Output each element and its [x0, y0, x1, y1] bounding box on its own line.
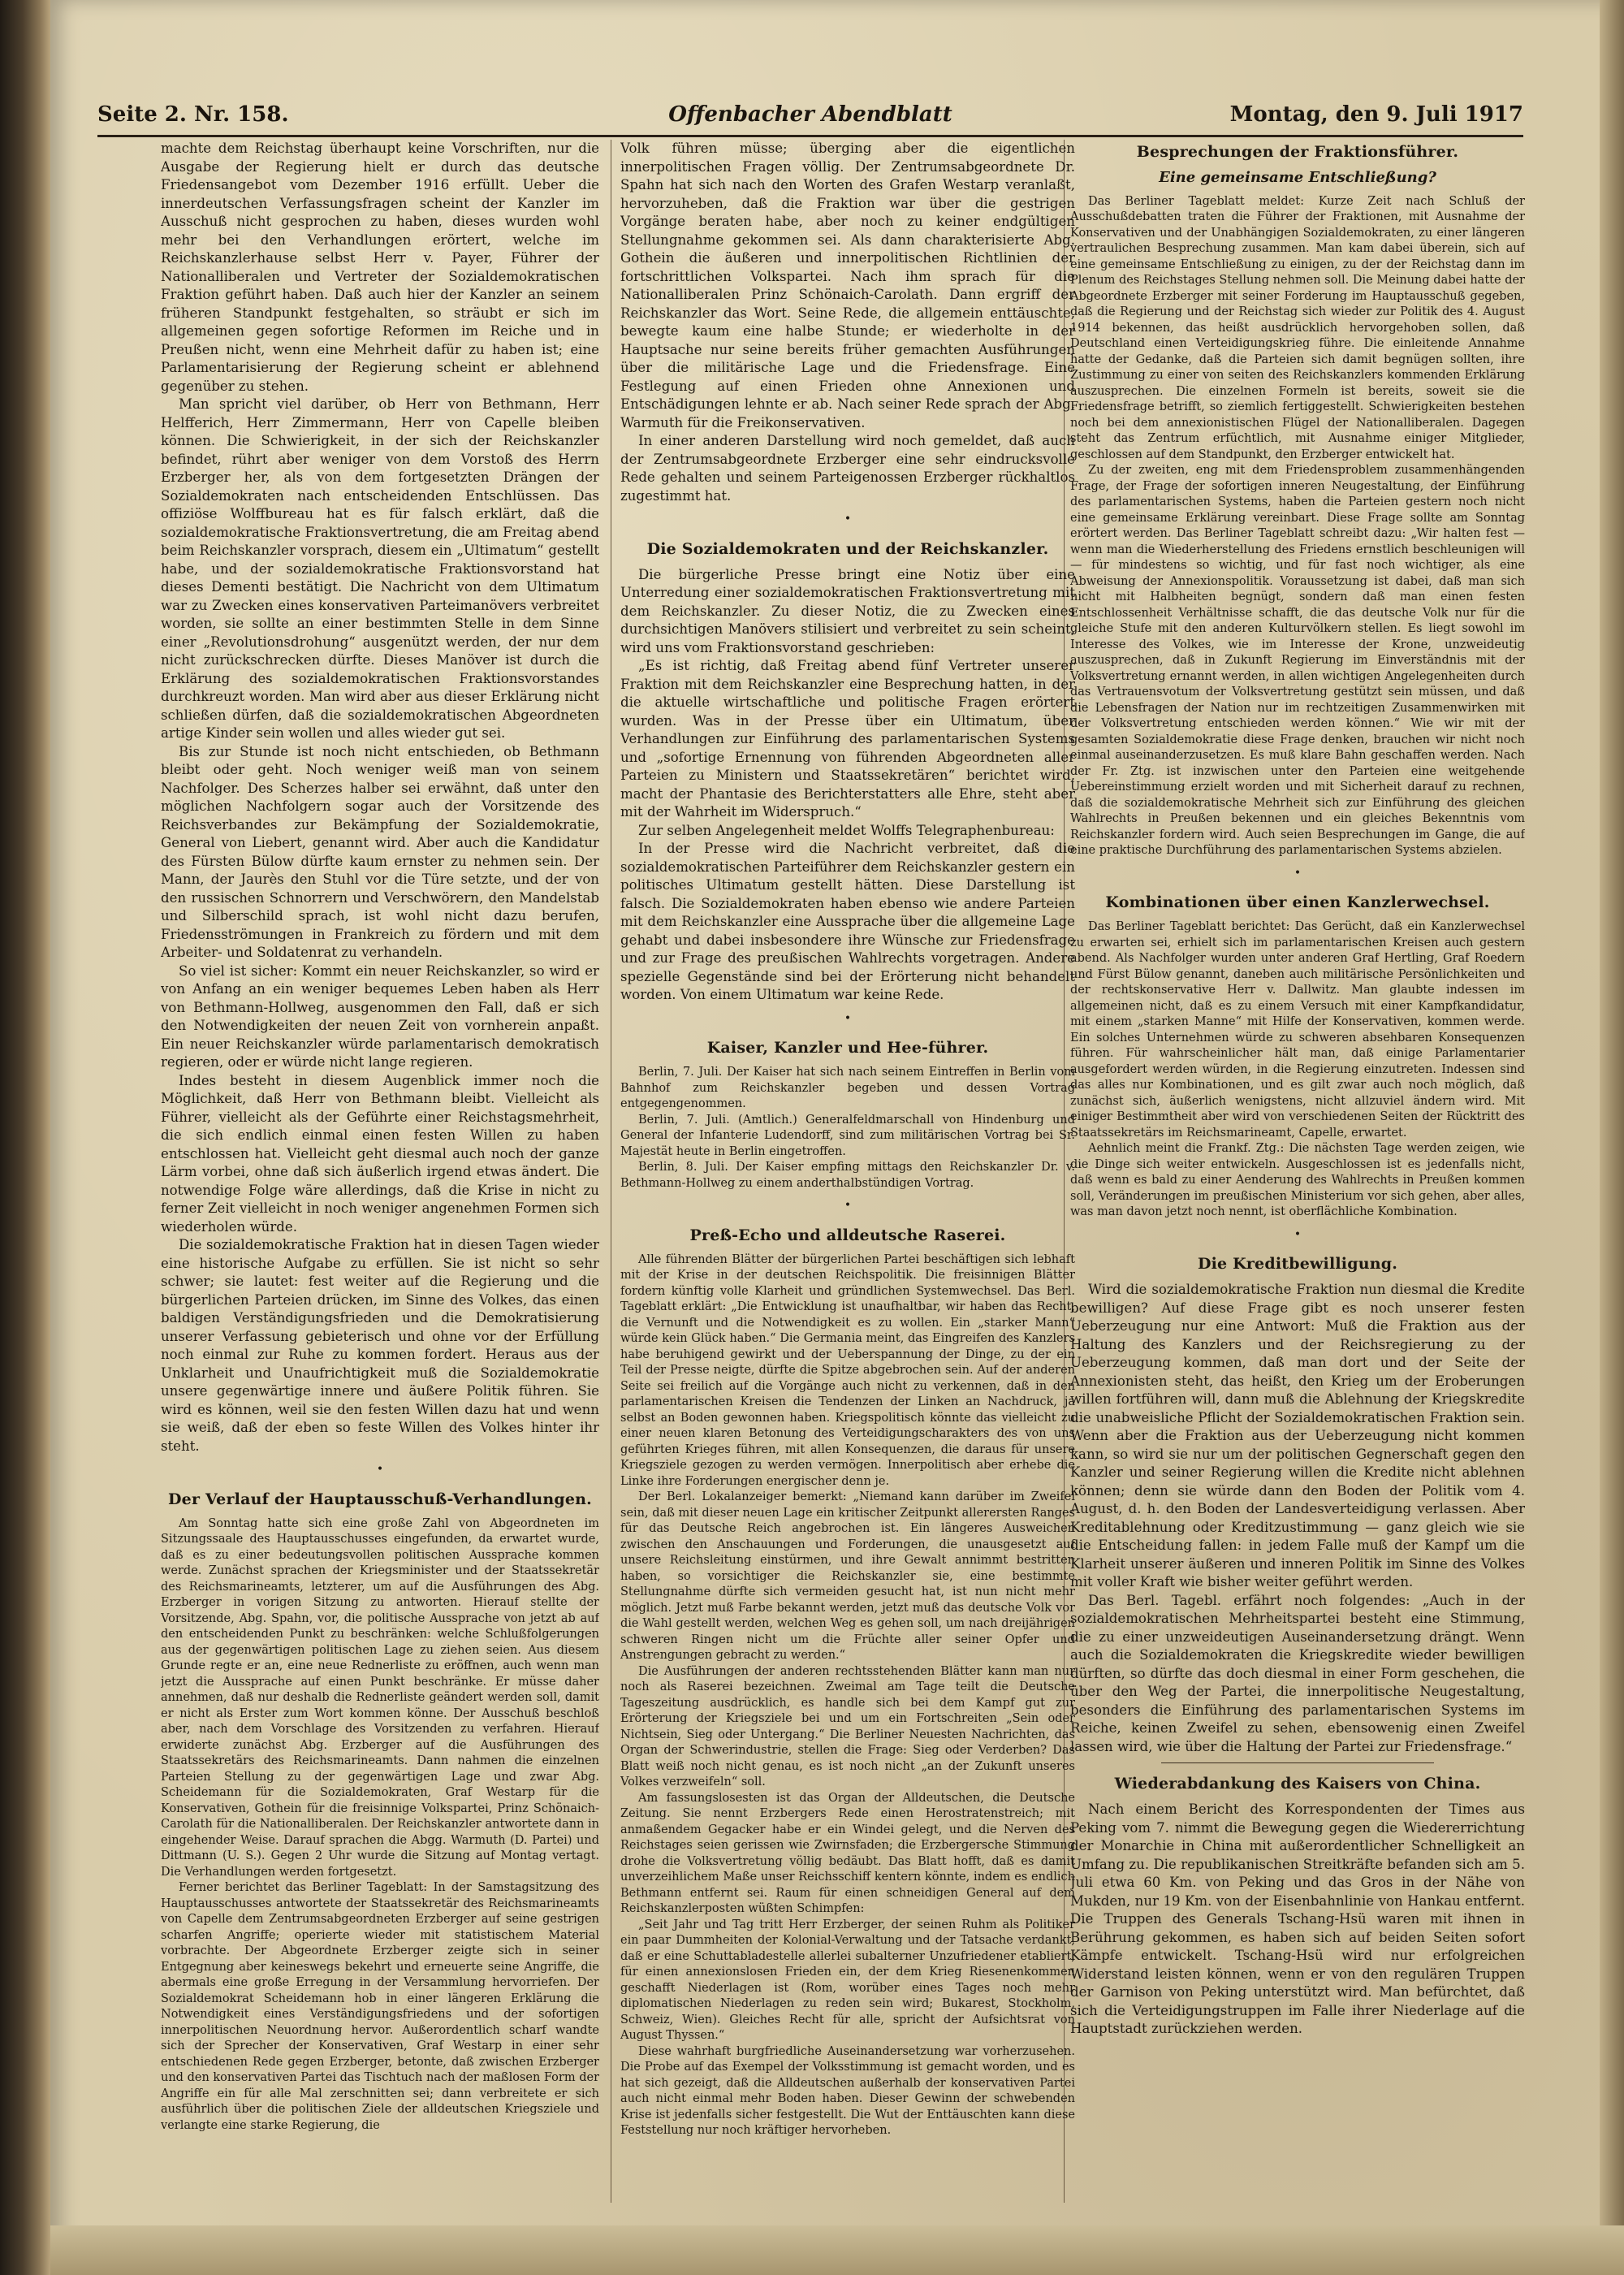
- article-paragraph: Berlin, 8. Juli. Der Kaiser empfing mittags den Reichskanzler Dr. v. Bethmann-Hollweg zu einem anderthalbstündigen Vortrag.: [620, 1161, 1075, 1190]
- article-paragraph: „Es ist richtig, daß Freitag abend fünf Vertreter unserer Fraktion mit dem Reichskanzler eine Besprechung hatten, in der die aktuelle wirtschaftliche und politische Fragen erörtert wurden. Was in der Presse über ein Ultimatum, über Verhandlungen zur Einführung des parlamentarischen Systems und „sofortige Ernennung von führenden Abgeordneten aller Parteien zu Ministern und Staatssekretären“ berichtet wird, macht der Phantasie des Berichterstatters alle Ehre, steht aber mit der Wahrheit im Widerspruch.“: [620, 658, 1075, 820]
- article-paragraph: Zu der zweiten, eng mit dem Friedensproblem zusammenhängenden Frage, der Frage der sofortigen inneren Neugestaltung, der Einführung des parlamentarischen Systems, haben die Parteien gestern noch nicht eine gemeinsame Erklärung vereinbart. Diese Frage sollte am Sonntag erörtert werden. Das Berliner Tageblatt schreibt dazu: „Wir halten fest — wenn man die Wiederherstellung des Friedens ernstlich beschleunigen will — für mindestens so wichtig, und für fast noch wichtiger, als eine Abweisung der Annexionspolitik. Voraussetzung ist dabei, daß man sich nicht mit Halbheiten begnügt, sondern daß man einen festen Entschlossenheit Verhältnisse schafft, die das deutsche Volk nur für die gleiche Stufe mit den anderen Kulturvölkern stellen. Es liegt sowohl im Interesse des Volkes, wie im Interesse der Krone, unzweideutig auszusprechen, daß in Zukunft Regierung im Einverständnis mit der Volksvertretung ernannt werden, in allen wichtigen Angelegenheiten durch das Vertrauensvotum der Volksvertretung gestützt sein müssen, und daß die Lebensfragen der Nation nur im rechtzeitigen Zusammenwirken mit der Volksvertretung entschieden werden können.“ Wie wir mit der gesamten Sozialdemokratie diese Frage denken, brauchen wir nicht noch einmal auseinanderzusetzen. Es muß klare Bahn geschaffen werden. Nach der Fr. Ztg. ist inzwischen unter den Parteien eine weitgehende Uebereinstimmung erzielt worden und mit Sicherheit darauf zu rechnen, daß die sozialdemokratische Mehrheit sich zur Einführung des gleichen Wahlrechts in Preußen bekennen und ein gleiches Bekenntnis vom Reichskanzler fordern wird. Auch seien Besprechungen im Gange, die auf eine praktische Durchführung des parlamentarischen Systems abzielen.: [1070, 464, 1525, 857]
- article-paragraph: So viel ist sicher: Kommt ein neuer Reichskanzler, so wird er von Anfang an ein weniger bequemes Leben haben als Herr von Bethmann-Hollweg, ausgenommen den Fall, daß er sich den Notwendigkeiten der neuen Zeit von vornherein anpaßt. Ein neuer Reichskanzler würde parlamentarisch demokratisch regieren, oder er würde nicht lange regieren.: [161, 962, 599, 1070]
- column-2: [620, 140, 1075, 2203]
- page-number: Seite 2. Nr. 158.: [97, 102, 289, 127]
- article-paragraph: Ferner berichtet das Berliner Tageblatt: In der Samstagsitzung des Hauptausschusses antwortete der Staatssekretär des Reichsmarineamts von Capelle dem Zentrumsabgeordneten Erzberger auf seine gestrigen scharfen Angriffe; operierte wieder mit statistischem Material vorbrachte. Der Abgeordnete Erzberger zeigte sich in seiner Entgegnung aber keineswegs bekehrt und erneuerte seine Angriffe, die abermals eine große Erregung in der Versammlung hervorriefen. Der Sozialdemokrat Scheidemann hob in einer längeren Erklärung die Notwendigkeit eines Verständigungsfriedens und der sofortigen innerpolitischen Neuordnung hervor. Außerordentlich scharf wandte sich der Sprecher der Konservativen, Graf Westarp in einer sehr entschiedenen Rede gegen Erzberger, betonte, daß zwischen Erzberger und den konservativen Partei das Tischtuch nach der maßlosen Form der Angriffe ein für alle Mal zerschnitten sei; dann verbreitete er sich ausführlich über die politischen Ziele der alldeutschen Kriegsziele und verlangte eine starke Regierung, die: [161, 1881, 599, 2132]
- article-paragraph: Die Ausführungen der anderen rechtsstehenden Blätter kann man nur noch als Raserei bezeichnen. Zweimal am Tage teilt die Deutsche Tageszeitung ausdrücklich, es handle sich bei dem Kampf gut zur Erörterung der Kriegsziele bei und um ein Fortschreiten „Sein oder Nichtsein, Sieg oder Untergang.“ Die Berliner Neuesten Nachrichten, das Organ der Schwerindustrie, stellen die Frage: Sieg oder Verderben? Das Blatt weiß noch nicht genau, es ist noch nicht „an der Zukunft unseres Volkes verzweifeln“ soll.: [620, 1664, 1075, 1788]
- article-headline: Besprechungen der Fraktionsführer.: [1136, 143, 1459, 161]
- article-headline: Preß-Echo und alldeutsche Raserei.: [689, 1226, 1006, 1244]
- article-paragraph: Wird die sozialdemokratische Fraktion nun diesmal die Kredite bewilligen? Auf diese Frage gibt es noch unserer festen Ueberzeugung nur eine Antwort: Muß die Fraktion aus der Haltung des Kanzlers und der Reichsregierung zu der Ueberzeugung kommen, daß man dort und der Seite der Annexionisten steht, das heißt, den Krieg um der Eroberungen willen fortführen will, dann muß die Ablehnung der Kriegskredite die unabweisliche Pflicht der Sozialdemokratischen Fraktion sein. Wenn aber die Fraktion aus der Ueberzeugung nicht kommen kann, so wird sie nur um der politischen Gegnerschaft gegen den Kanzler und seiner Regierung willen die Kredite nicht ablehnen können; denn sie würde dann den Boden der Politik vom 4. August, d. h. den Boden der Landesverteidigung verlassen. Aber Kreditablehnung oder Kreditzustimmung — ganz gleich wie sie die Entscheidung fallen: in jedem Falle muß der Kampf um die Klarheit unserer äußeren und inneren Politik im Sinne des Volkes mit voller Kraft wie bisher weiter geführt werden.: [1070, 1282, 1525, 1589]
- header-rule: [97, 135, 1523, 137]
- page-edge: [1600, 0, 1624, 2275]
- article-paragraph: Am Sonntag hatte sich eine große Zahl von Abgeordneten im Sitzungssaale des Hauptausschusses eingefunden, da erwartet wurde, daß es zu einer bedeutungsvollen politischen Aussprache kommen werde. Zunächst sprachen der Kriegsminister und der Staatssekretär des Reichsmarineamts, letzterer, um auf die Ausführungen des Abg. Erzberger in vorigen Sitzung zu antworten. Hierauf stellte der Vorsitzende, Abg. Spahn, vor, die politische Aussprache von jetzt ab auf den entscheidenden Punkt zu beschränken: welche Schlußfolgerungen aus der gegenwärtigen politischen Lage zu ziehen seien. Aus diesem Grunde regte er an, eine neue Rednerliste zu eröffnen, auch wenn man jetzt die Aussprache auf einen Punkt beschränke. Er müsse daher annehmen, daß nur deshalb die Rednerliste geändert werden soll, damit er nicht als Erster zum Wort kommen könne. Der Ausschuß beschloß aber, nach dem Vorschlage des Vorsitzenden zu verfahren. Hierauf erwiderte zunächst Abg. Erzberger auf die Ausführungen des Staatssekretärs des Reichsmarineamts. Dann nahmen die einzelnen Parteien Stellung zu der gegenwärtigen Lage und zwar Abg. Scheidemann für die Sozialdemokraten, Graf Westarp für die Konservativen, Gothein für die freisinnige Volkspartei, Prinz Schönaich-Carolath für die Nationalliberalen. Der Reichskanzler antwortete dann in eingehender Weise. Darauf sprachen die Abgg. Warmuth (D. Partei) und Dittmann (U. S.). Gegen 2 Uhr wurde die Sitzung auf Montag vertagt. Die Verhandlungen werden fortgesetzt.: [161, 1516, 599, 1879]
- column-3: [1070, 140, 1525, 2203]
- article-paragraph: Das Berliner Tageblatt berichtet: Das Gerücht, daß ein Kanzlerwechsel zu erwarten sei, erhielt sich im parlamentarischen Kreisen auch gestern abend. Als Nachfolger wurden unter anderen Graf Hertling, Graf Roedern und Fürst Bülow genannt, daneben auch militärische Persönlichkeiten und der rechtskonservative Herr v. Dallwitz. Man glaubte indessen im allgemeinen nicht, daß es zu einem Versuch mit einer Kampfkandidatur, mit einem „starken Manne“ mit Hilfe der Konservativen, kommen werde. Ein solches Unternehmen würde zu schweren absehbaren Konsequenzen führen. Für wahrscheinlicher hält man, daß einige Parlamentarier ausgefordert werden würden, in die Regierung einzutreten. Indessen sind das alles nur Kombinationen, und es gilt zwar auch noch möglich, daß zunächst sich, äußerlich wenigstens, nicht allzuviel ändern wird. Mit einiger Bestimmtheit aber wird von verschiedenen Seiten der Rücktritt des Staatssekretärs im Reichsmarineamt, Capelle, erwartet.: [1070, 920, 1525, 1140]
- separator: •: [844, 1011, 852, 1025]
- separator-rule: [1161, 1762, 1434, 1763]
- article-paragraph: Zur selben Angelegenheit meldet Wolffs Telegraphenbureau:: [638, 822, 1055, 838]
- article-paragraph: Aehnlich meint die Frankf. Ztg.: Die nächsten Tage werden zeigen, wie die Dinge sich weiter entwickeln. Ausgeschlossen ist es jedenfalls nicht, daß wenn es bald zu einer Aenderung des Wahlrechts in Preußen kommen soll, Veränderungen im preußischen Ministerium vor sich gehen, aber alles, was man davon jetzt noch nennt, ist oberflächliche Kombination.: [1070, 1142, 1525, 1218]
- article-paragraph: Das Berl. Tagebl. erfährt noch folgendes: „Auch in der sozialdemokratischen Mehrheitspartei besteht eine Stimmung, die zu einer unzweideutigen Auseinandersetzung drängt. Wenn auch die Sozialdemokraten die Kriegskredite wieder bewilligen dürften, so dürfte das doch diesmal in einer Form geschehen, die über den Weg der Partei, die innerpolitische Neugestaltung, besonders die Einführung des parlamentarischen Systems im Reiche, keinen Zweifel zu sehen, ebensowenig einen Zweifel lassen wird, wie über die Haltung der Partei zur Friedensfrage.“: [1070, 1592, 1525, 1754]
- article-paragraph: Diese wahrhaft burgfriedliche Auseinandersetzung war vorherzusehen. Die Probe auf das Exempel der Volksstimmung ist gemacht worden, und es hat sich gezeigt, daß die Alldeutschen außerhalb der konservativen Partei auch nicht einmal mehr Boden haben. Dieser Gewinn der schwebenden Krise ist jedenfalls sicher festgestellt. Die Wut der Enttäuschten kann diese Feststellung nur noch kräftiger hervorheben.: [620, 2044, 1075, 2137]
- article-paragraph: In einer anderen Darstellung wird noch gemeldet, daß auch der Zentrumsabgeordnete Erzberger eine sehr eindrucksvolle Rede gehalten und seinem Parteigenossen Erzberger rückhaltlos zugestimmt hat.: [620, 433, 1075, 504]
- article-paragraph: machte dem Reichstag überhaupt keine Vorschriften, nur die Ausgabe der Regierung hielt er durch das deutsche Friedensangebot vom Dezember 1916 erfüllt. Ueber die innerdeutschen Verfassungsfragen scheint der Kanzler im Ausschuß nicht gesprochen zu haben, dieses wurden wohl mehr bei den Verhandlungen erörtert, welche im Reichskanzlerhause selbst Herr v. Payer, Führer der Nationalliberalen und Vertreter der Sozialdemokratischen Fraktion geführt haben. Daß auch hier der Kanzler an seinem früheren Standpunkt festgehalten, so sträubt er sich im allgemeinen gegen sofortige Reformen im Reiche und in Preußen nicht, wenn eine Mehrheit dafür zu haben ist; eine Parlamentarisierung der Regierung scheint er ablehnend gegenüber zu stehen.: [161, 141, 599, 394]
- separator: •: [1294, 1227, 1302, 1241]
- article-headline: Kombinationen über einen Kanzlerwechsel.: [1105, 893, 1490, 911]
- article-headline: Die Sozialdemokraten und der Reichskanzler.: [646, 539, 1049, 558]
- article-headline: Wiederabdankung des Kaisers von China.: [1114, 1775, 1481, 1793]
- article-paragraph: Berlin, 7. Juli. (Amtlich.) Generalfeldmarschall von Hindenburg und General der Infanterie Ludendorff, sind zum militärischen Vortrag bei Sr. Majestät heute in Berlin eingetroffen.: [620, 1113, 1075, 1158]
- article-paragraph: Das Berliner Tageblatt meldet: Kurze Zeit nach Schluß der Ausschußdebatten traten die Führer der Fraktionen, mit Ausnahme der Konservativen und der Unabhängigen Sozialdemokraten, zu einer längeren vertraulichen Besprechung zusammen. Man kam dabei überein, sich auf eine gemeinsame Entschließung zu einigen, zu der der Reichstag dann im Plenum des Reichstages Stellung nehmen soll. Die Meinung dabei hatte der Abgeordnete Erzberger mit seiner Forderung im Hauptausschuß gegeben, daß die Regierung und der Reichstag sich wieder zur Politik des 4. August 1914 bekennen, das heißt ausdrücklich hervorgehoben sollen, daß Deutschland einen Verteidigungskrieg führe. Die einleitende Annahme hatte der Gedanke, daß die Parteien sich damit begnügen sollten, ihre Zustimmung zu einer von seiten des Reichskanzlers kommenden Erklärung auszusprechen. Die einzelnen Formeln ist bereits, soweit sie die Friedensfrage betrifft, so ziemlich fertiggestellt. Schwierigkeiten bestehen noch bei dem annexionistischen Flügel der Nationalliberalen. Dagegen steht das Zentrum erfüchtlich, mit Ausnahme einiger Mitglieder, geschlossen auf dem Standpunkt, den Erzberger entwickelt hat.: [1070, 194, 1525, 461]
- article-paragraph: Man spricht viel darüber, ob Herr von Bethmann, Herr Helfferich, Herr Zimmermann, Herr von Capelle bleiben können. Die Schwierigkeit, in der sich der Reichskanzler befindet, rührt aber weniger von dem Vorstoß des Herrn Erzberger her, als von dem fortgesetzten Drängen der Sozialdemokraten nach entscheidenden Entschlüssen. Das offiziöse Wolffbureau hat es für falsch erklärt, daß die sozialdemokratische Fraktionsvertretung, die am Freitag abend beim Reichskanzler vorsprach, diesem ein „Ultimatum“ gestellt habe, und der sozialdemokratische Fraktionsvorstand hat dieses Dementi bestätigt. Die Nachricht von dem Ultimatum war zu Zwecken eines konservativen Parteimanövers verbreitet worden, sie sollte an einer bestimmten Stelle in dem Sinne einer „Revolutionsdrohung“ ausgenützt werden, der nur dem nicht zurückschrecken dürfte. Dieses Manöver ist durch die Erklärung des sozialdemokratischen Fraktionsvorstandes durchkreuzt worden. Man wird aber aus dieser Erklärung nicht schließen dürfen, daß die sozialdemokratischen Abgeordneten artige Kinder sein wollen und alles wieder gut sei.: [161, 396, 599, 741]
- newspaper-title: Offenbacher Abendblatt: [668, 102, 952, 127]
- article-paragraph: „Seit Jahr und Tag tritt Herr Erzberger, der seinen Ruhm als Politiker ein paar Dummheiten der Kolonial-Verwaltung und der Tatsache verdankt, daß er eine Schuttabladestelle allerlei subalterner Unzufriedener etabliert, für einen annexionslosen Frieden ein, der dem Krieg Riesenenkommen geschafft Niederlagen ist (Rom, worüber eines Tages noch mehr diplomatischen Niederlagen zu reden sein wird; Bukarest, Stockholm, Schweiz, Wien). Gleiches Recht für alle, spricht der Aufsichtsrat von August Thyssen.“: [620, 1918, 1075, 2042]
- separator: •: [376, 1463, 384, 1476]
- article-paragraph: Alle führenden Blätter der bürgerlichen Partei beschäftigen sich lebhaft mit der Krise in der deutschen Reichspolitik. Die freisinnigen Blätter fordern künftig volle Klarheit und gründlichen Systemwechsel. Das Berl. Tageblatt erklärt: „Die Entwicklung ist unaufhaltbar, wir haben das Recht, die Vernunft und die Notwendigkeit es zu wollen. Ein „starker Mann“ würde kein Glück haben.“ Die Germania meint, das Eingreifen des Kanzlers habe beruhigend gewirkt und der Ueberspannung der Dinge, zu der ein Teil der Presse neigte, dürfte die Spitze abgebrochen sein. Auf der anderen Seite sei freilich auf die Vorgänge auch nicht zu verkennen, daß in den parlamentarischen Kreisen die Tendenzen der Linken an Nachdruck, ja selbst an Boden gewonnen haben. Kriegspolitisch könnte das vielleicht zu einer neuen klaren Betonung des Verteidigungscharakters des von uns geführten Krieges führen, mit allen Konsequenzen, die daraus für unsere Kriegsziele gezogen zu werden vermögen. Innerpolitisch aber erhebe die Linke ihre Forderungen energischer denn je.: [620, 1252, 1075, 1488]
- article-headline: Die Kreditbewilligung.: [1197, 1255, 1398, 1273]
- article-paragraph: Volk führen müsse; überging aber die eigentlichen innerpolitischen Fragen völlig. Der Zentrumsabgeordnete Dr. Spahn hat sich nach den Worten des Grafen Westarp veranlaßt, hervorzuheben, daß die Fraktion war über die gestrigen Vorgänge beraten habe, aber noch zu keiner endgültigen Stellungnahme gekommen sei. Als dann charakterisierte Abg. Gothein die äußeren und innerpolitischen Richtlinien der fortschrittlichen Volkspartei. Nach ihm sprach für die Nationalliberalen Prinz Schönaich-Carolath. Dann ergriff der Reichskanzler das Wort. Seine Rede, die allgemein enttäuschte, bewegte kaum eine halbe Stunde; er wiederholte in der Hauptsache nur seine bereits früher gemachten Ausführungen über die militärische Lage und die Friedensfrage. Eine Festlegung auf einen Frieden ohne Annexionen und Entschädigungen lehnte er ab. Nach seiner Rede sprach der Abg. Warmuth für die Freikonservativen.: [620, 141, 1075, 430]
- separator: •: [844, 513, 852, 525]
- article-paragraph: Nach einem Bericht des Korrespondenten der Times aus Peking vom 7. nimmt die Bewegung gegen die Wiedererrichtung der Monarchie in China mit außerordentlicher Schnelligkeit an Umfang zu. Die republikanischen Streitkräfte befanden sich am 5. Juli etwa 60 Km. von Peking und das Gros in der Nähe von Mukden, nur 19 Km. von der Eisenbahnlinie von Hankau entfernt. Die Truppen des Generals Tschang-Hsü waren mit ihnen in Berührung gekommen, es haben sich auf beiden Seiten sofort Kämpfe entwickelt. Tschang-Hsü wird nur erfolgreichen Widerstand leisten können, wenn er von den regulären Truppen der Garnison von Peking unterstützt wird. Man befürchtet, daß sich die Verteidigungstruppen im Falle ihrer Niederlage auf die Hauptstadt zurückziehen werden.: [1070, 1801, 1525, 2036]
- article-paragraph: Der Berl. Lokalanzeiger bemerkt: „Niemand kann darüber im Zweifel sein, daß mit dieser neuen Lage ein kritischer Zeitpunkt allerersten Ranges für das Deutsche Reich angebrochen ist. Ein längeres Ausweichen zwischen den Anschauungen und Forderungen, die unausgesetzt auf unsere Reichsleitung einstürmen, und ihre Gewalt annimmt bestritten haben, so vorsichtiger die Reichskanzler sie, eine bestimmte Stellungnahme dürfte sich vermeiden gesucht hat, ist nun nicht mehr möglich. Jetzt muß Farbe bekannt werden, jetzt muß das deutsche Volk vor die Wahl gestellt werden, welchen Weg es gehen soll, um nach dreijährigen schweren Ringen nicht um die Früchte aller seiner Opfer und Anstrengungen gebracht zu werden.“: [620, 1490, 1075, 1662]
- column-1: [161, 140, 599, 2203]
- article-paragraph: Bis zur Stunde ist noch nicht entschieden, ob Bethmann bleibt oder geht. Noch weniger weiß man von seinem Nachfolger. Des Scherzes halber sei erwähnt, daß unter den möglichen Nachfolgern sogar auch der Vorsitzende des Reichsverbandes zur Bekämpfung der Sozialdemokratie, General von Liebert, genannt wird. Aber auch die Kandidatur des Fürsten Bülow dürfte kaum ernster zu nehmen sein. Der Mann, der Jaurès den Stuhl vor die Türe setzte, und der von den russischen Schnorrern und Verschwörern, den Mandelstab und Silberschild sprach, ist wohl nicht dazu berufen, Friedensströmungen in Frankreich zu fördern und mit dem Arbeiter- und Soldatenrat zu verhandeln.: [161, 743, 599, 960]
- article-paragraph: Die sozialdemokratische Fraktion hat in diesen Tagen wieder eine historische Aufgabe zu erfüllen. Sie ist nicht so sehr schwer; sie lautet: fest weiter auf die Regierung und die bürgerlichen Parteien drücken, im Sinne des Volkes, das einen baldigen Verständigungsfrieden und die Demokratisierung unserer Verfassung gebieterisch und ohne vor der Erfüllung noch einmal zur Ruhe zu kommen fordert. Heraus aus der Unklarheit und Unaufrichtigkeit muß die Sozialdemokratie unsere gegenwärtige innere und äußere Politik führen. Sie wird es können, weil sie den festen Willen dazu hat und wenn sie weiß, daß der eben so feste Willen des Volkes hinter ihr steht.: [161, 1237, 599, 1454]
- issue-date: Montag, den 9. Juli 1917: [1229, 102, 1523, 127]
- article-paragraph: Am fassungslosesten ist das Organ der Alldeutschen, die Deutsche Zeitung. Sie nennt Erzbergers Rede einen Herostratenstreich; mit anmaßendem Gegacker habe er ein Windei gelegt, und die Nerven des Reichstages seien gerissen wie Zwirnsfaden; die Erzbergersche Stimmung drohe die Volksvertretung völlig bedäubt. Das Blatt hofft, daß es damit unverzeihlichem Maße unser Reichsschiff kentern könnte, indem es endlich Bethmann entfernt sei. Raum für einen schneidigen General auf dem Reichskanzlerposten wüßten Schimpfen:: [620, 1791, 1075, 1915]
- page-header: [97, 96, 1523, 132]
- article-paragraph: In der Presse wird die Nachricht verbreitet, daß die sozialdemokratischen Parteiführer dem Reichskanzler gestern ein politisches Ultimatum gestellt hätten. Diese Darstellung ist falsch. Die Sozialdemokraten haben ebenso wie andere Parteien mit dem Reichskanzler eine Aussprache über die allgemeine Lage gehabt und dabei insbesondere ihre Wünsche zur Friedensfrage und zur Frage des preußischen Wahlrechts vorgetragen. Andere spezielle Gegenstände sind bei der Erörterung nicht behandelt worden. Von einem Ultimatum war keine Rede.: [620, 841, 1075, 1002]
- book-binding: [0, 0, 50, 2275]
- article-paragraph: Berlin, 7. Juli. Der Kaiser hat sich nach seinem Eintreffen in Berlin vom Bahnhof zum Reichskanzler begeben und dessen Vortrag entgegengenommen.: [620, 1066, 1075, 1110]
- article-paragraph: Die bürgerliche Presse bringt eine Notiz über eine Unterredung einer sozialdemokratischen Fraktionsvertretung mit dem Reichskanzler. Zu dieser Notiz, die zu Zwecken eines durchsichtigen Manövers stilisiert und verbreitet zu sein scheint, wird uns vom Fraktionsvorstand geschrieben:: [620, 566, 1075, 655]
- article-subheadline: Eine gemeinsame Entschließung?: [1159, 169, 1436, 186]
- page-bottom-edge: [50, 2225, 1624, 2275]
- article-headline: Kaiser, Kanzler und Hee-führer.: [706, 1039, 989, 1057]
- separator: •: [1294, 866, 1302, 880]
- article-paragraph: Indes besteht in diesem Augenblick immer noch die Möglichkeit, daß Herr von Bethmann bleibt. Vielleicht als Führer, vielleicht als der Geführte einer Reichstagsmehrheit, die sich endlich einmal einen festen Willen zu haben entschlossen hat. Vielleicht geht diesmal auch noch der ganze Lärm vorbei, ohne daß sich äußerlich irgend etwas ändert. Die notwendige Folge wäre allerdings, daß die Krise in nicht zu ferner Zeit vielleicht in noch weniger angenehmen Formen sich wiederholen würde.: [161, 1072, 599, 1235]
- separator: •: [844, 1199, 852, 1212]
- article-headline: Der Verlauf der Hauptausschuß-Verhandlungen.: [168, 1490, 592, 1508]
